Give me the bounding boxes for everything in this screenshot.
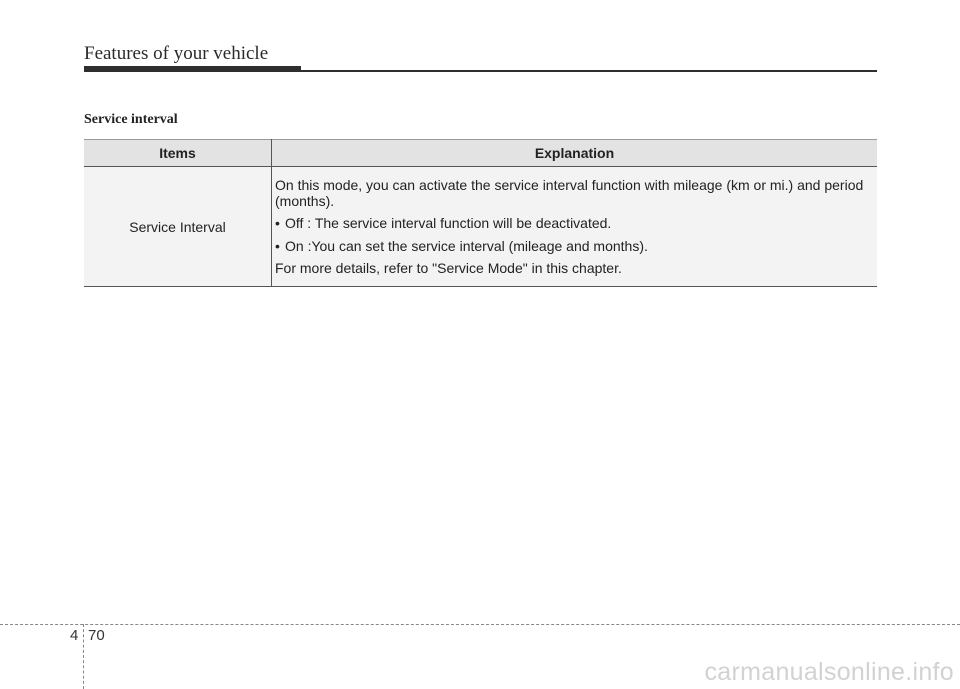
- explanation-cell: [272, 167, 878, 287]
- bullet-on: [275, 238, 867, 254]
- column-header-explanation: Explanation: [272, 140, 878, 167]
- service-interval-table: [84, 139, 877, 287]
- page-number: 70: [88, 627, 105, 644]
- footer-dashed-rule: [0, 624, 960, 625]
- table-row: [84, 167, 877, 287]
- column-header-items: Items: [84, 140, 272, 167]
- bullet-off: [275, 215, 867, 231]
- bullet-mark: •: [275, 215, 280, 232]
- header-rule: [301, 70, 877, 72]
- table-header-row: [84, 140, 877, 167]
- section-title: Service interval: [84, 112, 178, 127]
- header-accent-bar: [84, 66, 301, 72]
- item-cell: Service Interval: [84, 167, 272, 287]
- footer-dashed-divider: [83, 624, 84, 689]
- watermark: carmanualsonline.info: [704, 658, 954, 686]
- bullet-mark: •: [275, 237, 280, 254]
- page-header-title: Features of your vehicle: [84, 43, 269, 64]
- bullet-off-text: Off : The service interval function will be deactivated.: [285, 215, 612, 232]
- bullet-on-text: On :You can set the service interval (mileage and months).: [285, 237, 648, 254]
- explanation-intro: On this mode, you can activate the service interval function with mileage (km or mi.) and period (months).: [275, 177, 864, 210]
- explanation-note: For more details, refer to "Service Mode" in this chapter.: [275, 259, 622, 276]
- chapter-number: 4: [70, 627, 79, 644]
